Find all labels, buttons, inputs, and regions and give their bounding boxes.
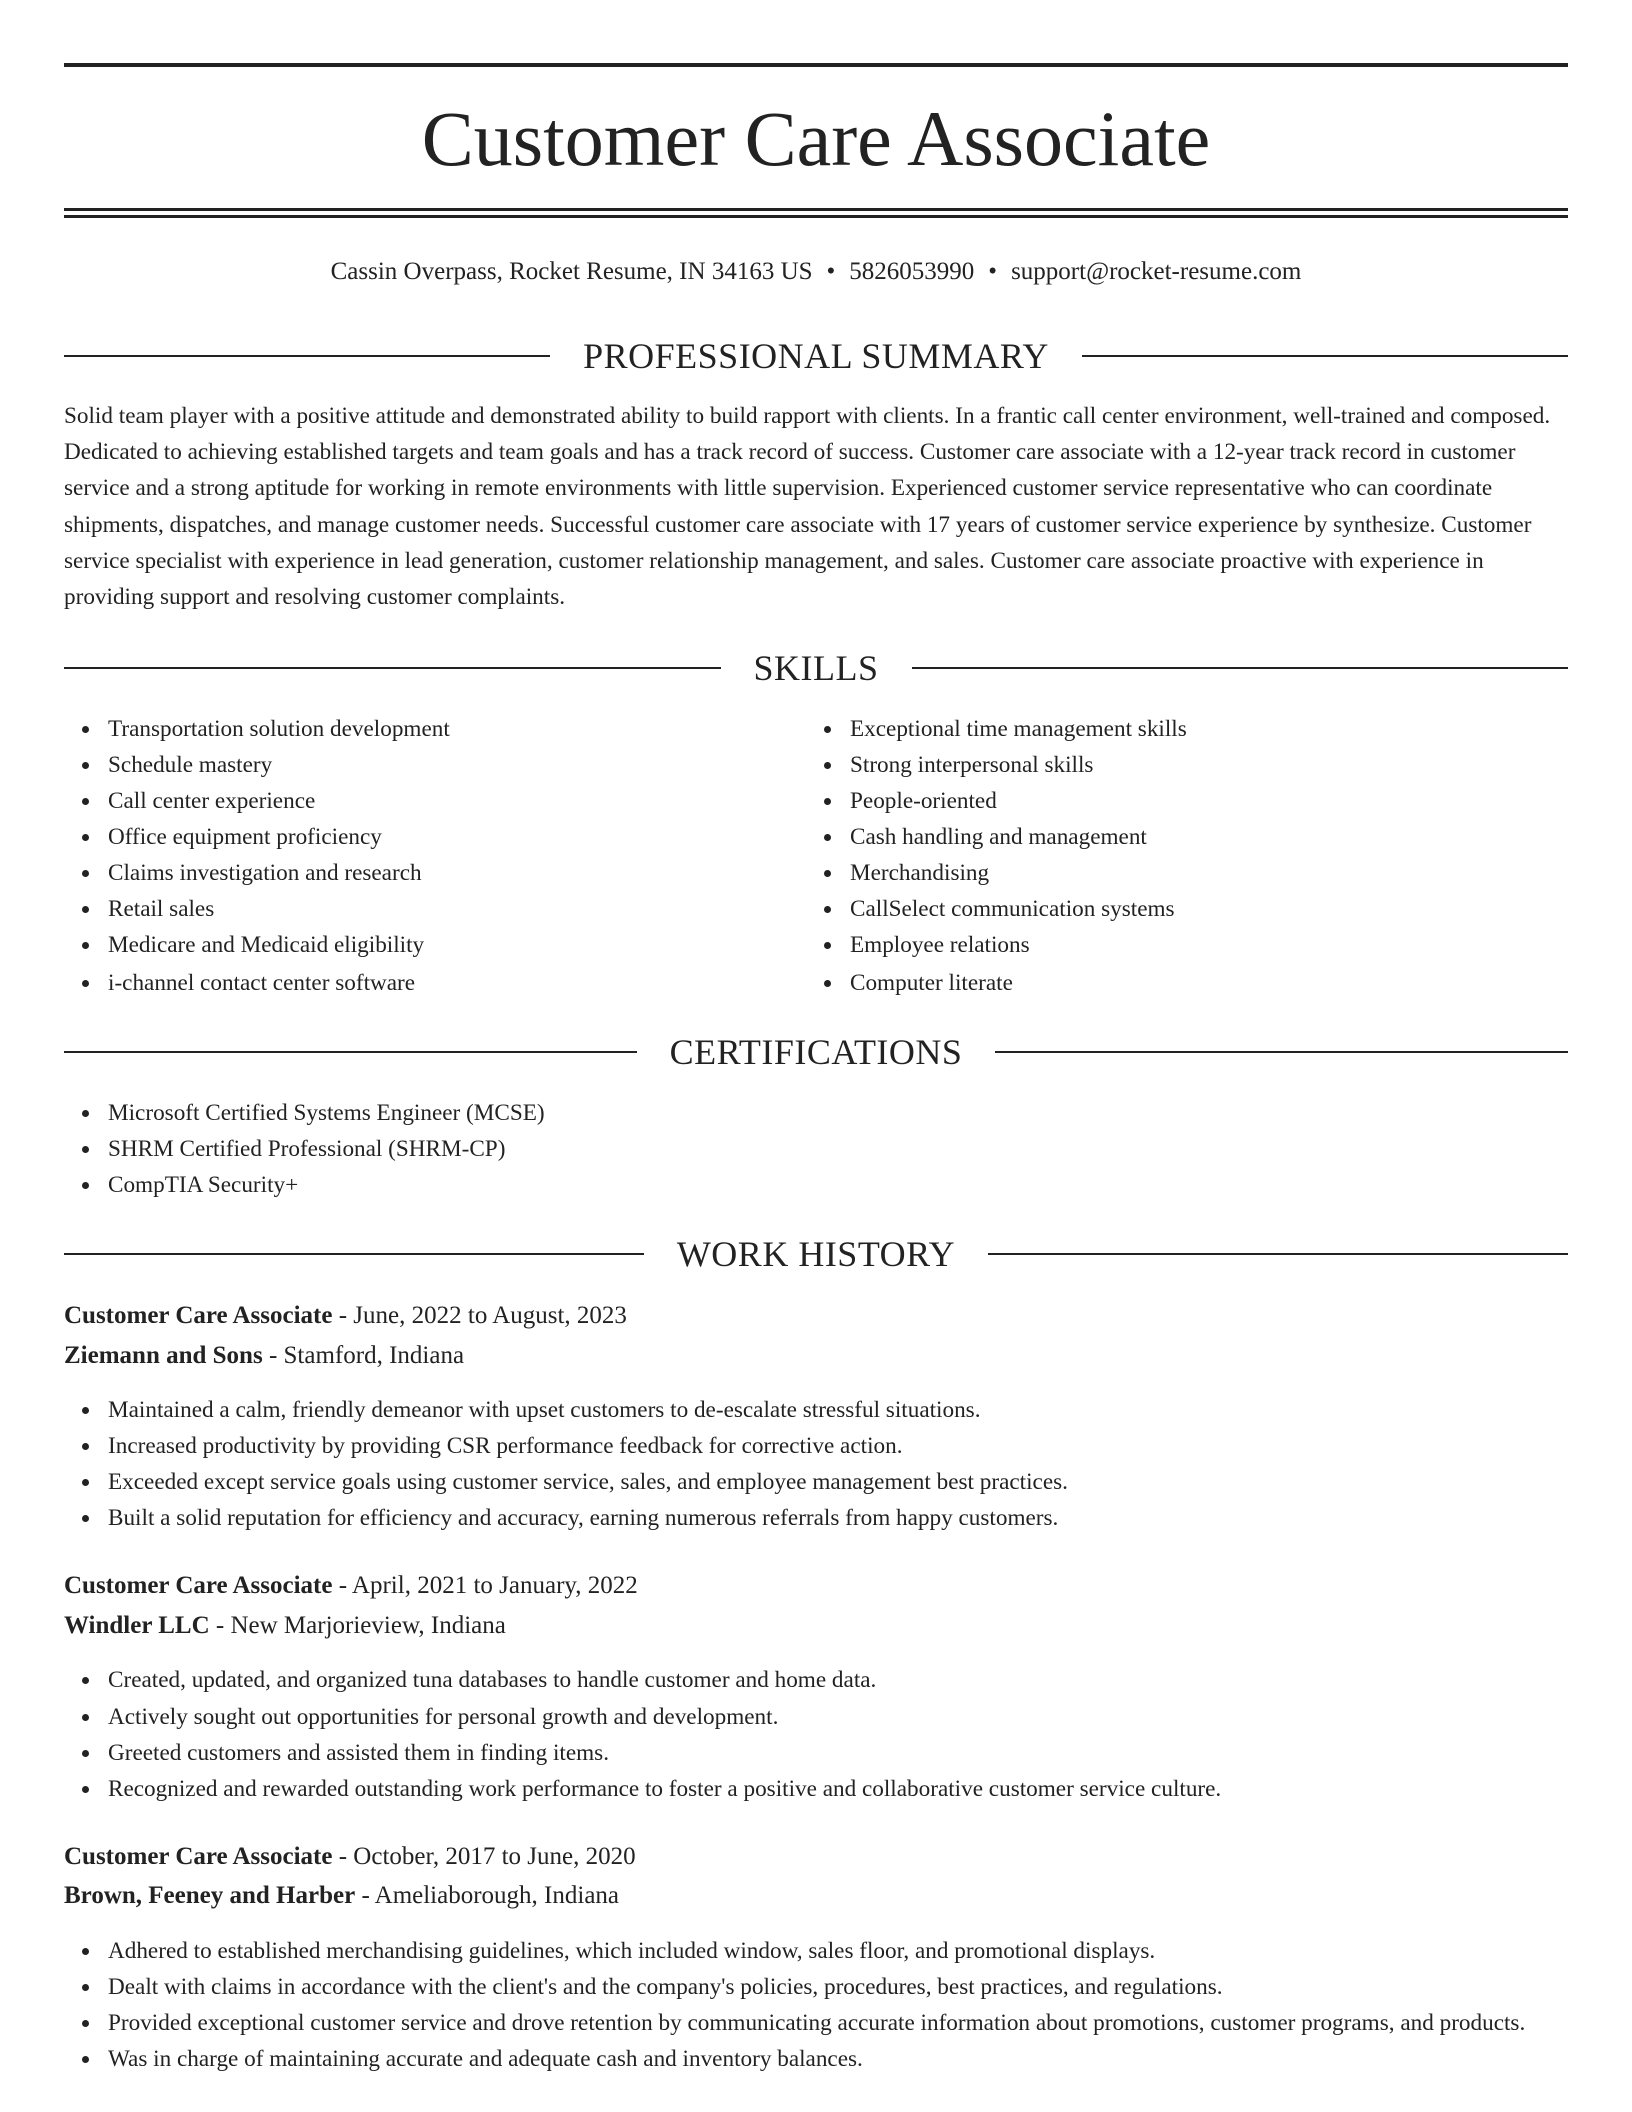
job-bullet: Built a solid reputation for efficiency and accuracy, earning numerous referrals from happy customers. bbox=[64, 1500, 1568, 1536]
skill-item: Strong interpersonal skills bbox=[806, 747, 1506, 783]
summary-text: Solid team player with a positive attitude and demonstrated ability to build rapport with clients. In a frantic call center environment, well-trained and composed. Dedicated to achieving established targets and team goals and has a track record of success. Customer care associate with a 12-year track record in customer service and a strong aptitude for working in remote environments with little supervision. Experienced customer service representative who can coordinate shipments, dispatches, and manage customer needs. Successful customer care associate with 17 years of customer service experience by synthesize. Customer service specialist with experience in lead generation, customer relationship management, and sales. Customer care associate proactive with experience in providing support and resolving customer complaints. bbox=[64, 403, 1551, 611]
header-double-rule bbox=[64, 208, 1568, 218]
job-bullets bbox=[64, 1662, 1568, 1807]
skills-list-right bbox=[806, 711, 1506, 1001]
contact-line bbox=[64, 255, 1568, 289]
job-title-line bbox=[64, 1569, 1568, 1603]
job-dates: - October, 2017 to June, 2020 bbox=[332, 1843, 636, 1870]
job-bullet: Adhered to established merchandising guidelines, which included window, sales floor, and promotional displays. bbox=[64, 1933, 1568, 1969]
contact-email[interactable]: support@rocket-resume.com bbox=[1011, 258, 1302, 285]
section-rule bbox=[912, 667, 1569, 669]
job-title: Customer Care Associate bbox=[64, 1572, 333, 1599]
certification-item: CompTIA Security+ bbox=[64, 1167, 1568, 1203]
section-heading-summary bbox=[64, 334, 1568, 378]
job-title-line bbox=[64, 1840, 1568, 1874]
skill-item: CallSelect communication systems bbox=[806, 891, 1506, 927]
skill-item: Transportation solution development bbox=[64, 711, 764, 747]
job-company: Windler LLC bbox=[64, 1612, 210, 1639]
section-title: PROFESSIONAL SUMMARY bbox=[583, 336, 1049, 376]
certification-item: Microsoft Certified Systems Engineer (MCSE) bbox=[64, 1095, 1568, 1131]
section-rule bbox=[64, 1253, 644, 1255]
section-heading-work-history bbox=[64, 1232, 1568, 1276]
skill-item: Claims investigation and research bbox=[64, 855, 764, 891]
skill-item: Office equipment proficiency bbox=[64, 819, 764, 855]
job-company: Brown, Feeney and Harber bbox=[64, 1882, 356, 1909]
job-dates: - June, 2022 to August, 2023 bbox=[332, 1302, 627, 1329]
section-rule bbox=[64, 355, 550, 357]
job-bullet: Recognized and rewarded outstanding work performance to foster a positive and collaborative customer service culture. bbox=[64, 1771, 1568, 1807]
contact-phone[interactable]: 5826053990 bbox=[849, 258, 975, 285]
job-bullets bbox=[64, 1392, 1568, 1536]
job-title: Customer Care Associate bbox=[64, 1302, 333, 1329]
job-bullet: Increased productivity by providing CSR performance feedback for corrective action. bbox=[64, 1428, 1568, 1464]
job-title: Customer Care Associate bbox=[64, 1843, 333, 1870]
job-bullet: Provided exceptional customer service and drove retention by communicating accurate information about promotions, customer programs, and products. bbox=[64, 2005, 1568, 2041]
section-rule bbox=[1082, 355, 1568, 357]
section-rule bbox=[64, 1051, 637, 1053]
skill-item: Employee relations bbox=[806, 927, 1506, 963]
section-title: CERTIFICATIONS bbox=[669, 1032, 963, 1072]
job-bullet: Was in charge of maintaining accurate and adequate cash and inventory balances. bbox=[64, 2041, 1568, 2077]
skill-item: Exceptional time management skills bbox=[806, 711, 1506, 747]
job-location: - Stamford, Indiana bbox=[262, 1342, 465, 1369]
contact-separator: • bbox=[826, 258, 836, 285]
job-bullet: Greeted customers and assisted them in finding items. bbox=[64, 1735, 1568, 1771]
job-location: - New Marjorieview, Indiana bbox=[209, 1612, 506, 1639]
skills-list-left bbox=[64, 711, 764, 1001]
skill-item: Cash handling and management bbox=[806, 819, 1506, 855]
job-bullet: Created, updated, and organized tuna databases to handle customer and home data. bbox=[64, 1662, 1568, 1698]
job-company-line bbox=[64, 1879, 1568, 1913]
skill-item: Schedule mastery bbox=[64, 747, 764, 783]
job-bullets bbox=[64, 1933, 1568, 2077]
job-location: - Ameliaborough, Indiana bbox=[355, 1882, 620, 1909]
certifications-list bbox=[64, 1095, 1568, 1203]
job-title-line bbox=[64, 1299, 1568, 1333]
skill-item: Computer literate bbox=[806, 965, 1506, 1001]
certification-item: SHRM Certified Professional (SHRM-CP) bbox=[64, 1131, 1568, 1167]
skill-item: Call center experience bbox=[64, 783, 764, 819]
section-title: WORK HISTORY bbox=[676, 1234, 956, 1274]
section-heading-skills bbox=[64, 646, 1568, 690]
header-top-rule bbox=[64, 63, 1568, 67]
section-rule bbox=[995, 1051, 1568, 1053]
section-heading-certifications bbox=[64, 1030, 1568, 1074]
job-bullet: Exceeded except service goals using customer service, sales, and employee management best practices. bbox=[64, 1464, 1568, 1500]
job-company-line bbox=[64, 1339, 1568, 1373]
job-bullet: Maintained a calm, friendly demeanor with upset customers to de-escalate stressful situations. bbox=[64, 1392, 1568, 1428]
skill-item: Retail sales bbox=[64, 891, 764, 927]
skill-item: People-oriented bbox=[806, 783, 1506, 819]
contact-address: Cassin Overpass, Rocket Resume, IN 34163 US bbox=[330, 258, 813, 285]
job-company: Ziemann and Sons bbox=[64, 1342, 263, 1369]
job-bullet: Actively sought out opportunities for personal growth and development. bbox=[64, 1699, 1568, 1735]
contact-separator: • bbox=[988, 258, 998, 285]
job-dates: - April, 2021 to January, 2022 bbox=[332, 1572, 638, 1599]
section-title: SKILLS bbox=[753, 648, 879, 688]
skill-item: Medicare and Medicaid eligibility bbox=[64, 927, 764, 963]
section-rule bbox=[64, 667, 721, 669]
resume-title: Customer Care Associate bbox=[421, 95, 1211, 182]
job-bullet: Dealt with claims in accordance with the client's and the company's policies, procedures, best practices, and regulations. bbox=[64, 1969, 1568, 2005]
skill-item: Merchandising bbox=[806, 855, 1506, 891]
job-company-line bbox=[64, 1609, 1568, 1643]
section-rule bbox=[988, 1253, 1568, 1255]
skill-item: i-channel contact center software bbox=[64, 965, 764, 1001]
